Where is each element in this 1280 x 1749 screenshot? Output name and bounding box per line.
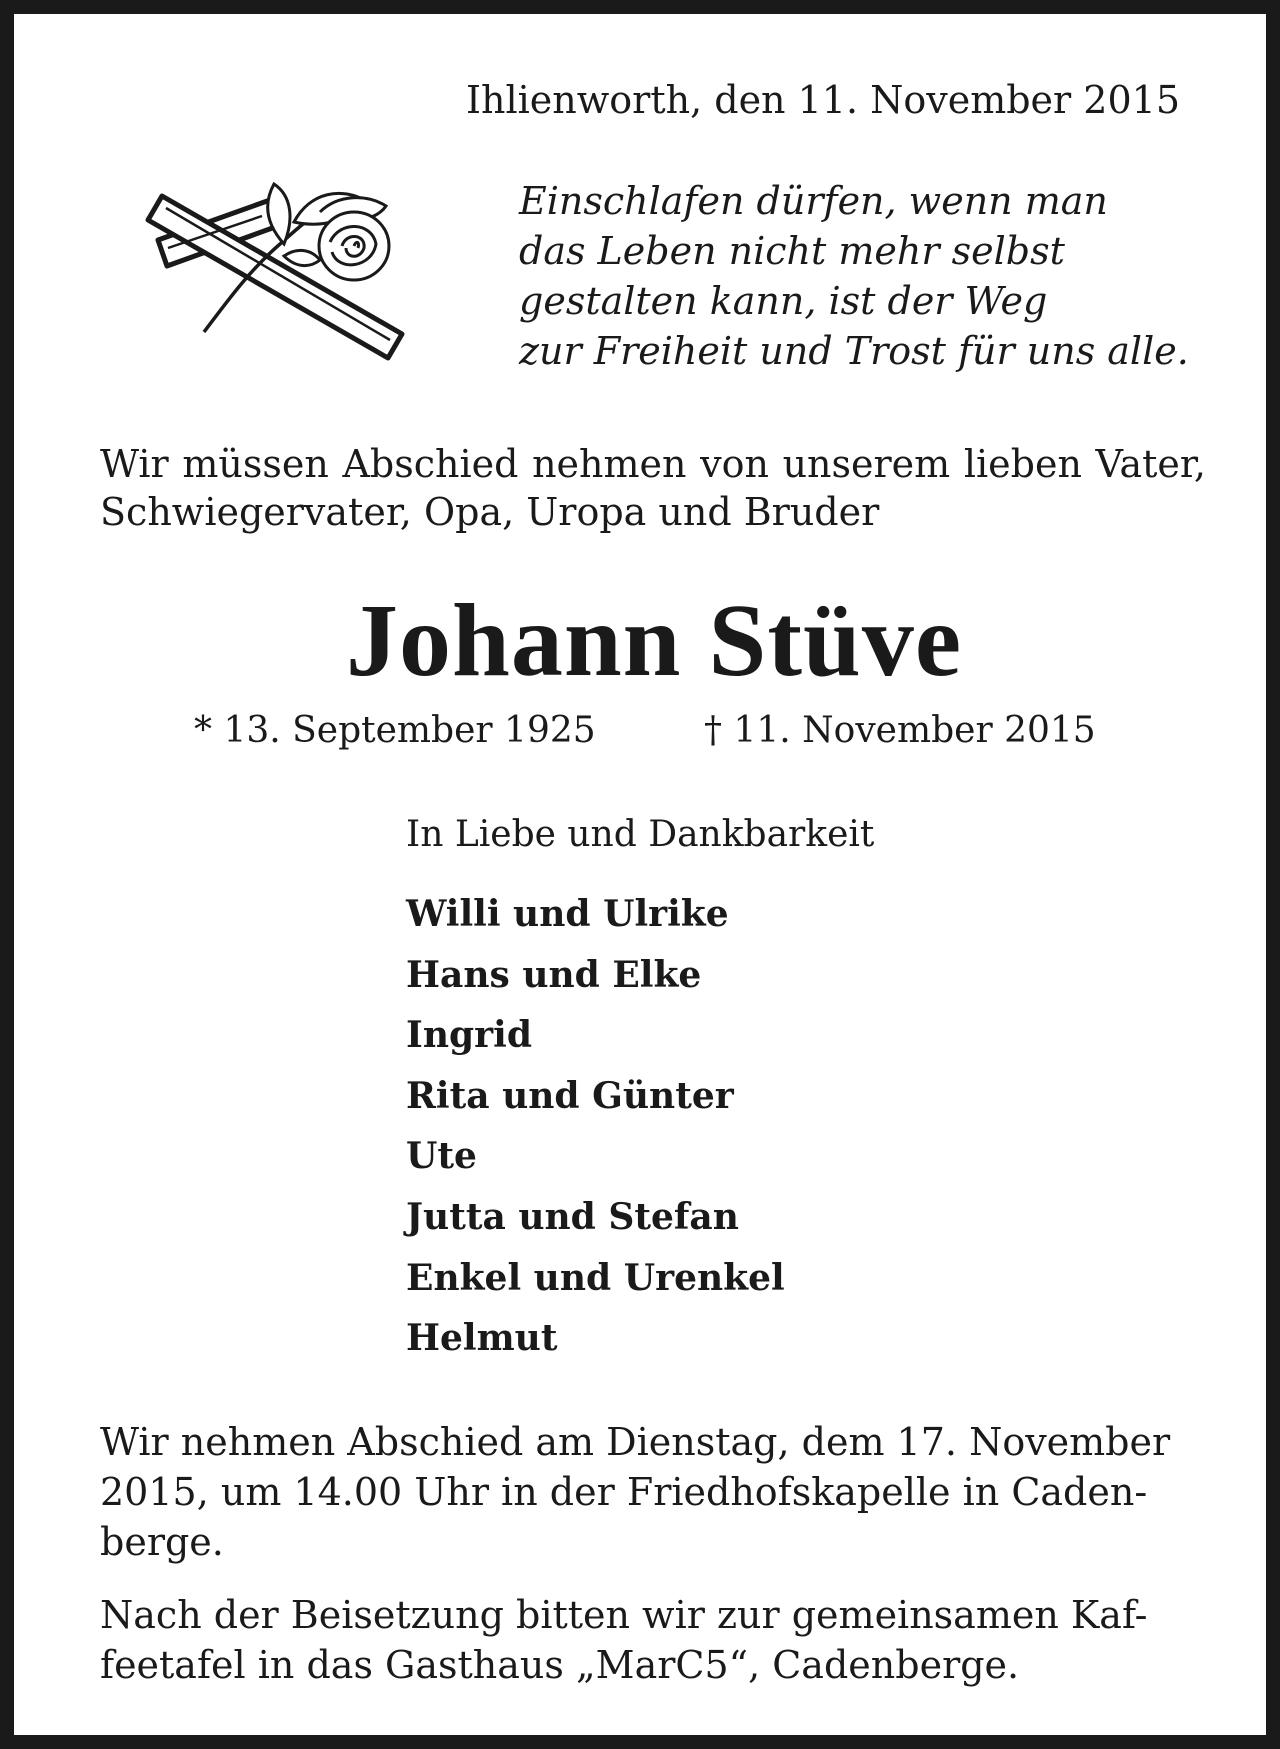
- reception-info-line: Nach der Beisetzung bitten wir zur gemeinsamen Kaf-: [100, 1593, 1148, 1637]
- service-info-line: Wir nehmen Abschied am Dienstag, dem 17. November: [100, 1420, 1171, 1464]
- mourners-list: [406, 884, 785, 1369]
- place-and-date: Ihlienworth, den 11. November 2015: [466, 78, 1180, 122]
- gratitude-line: In Liebe und Dankbarkeit: [406, 814, 875, 855]
- cross-with-rose-icon: [132, 182, 432, 382]
- mourner-name: Enkel und Urenkel: [406, 1256, 785, 1299]
- mourner-name: Willi und Ulrike: [406, 893, 729, 935]
- reception-info-line: feetafel in das Gasthaus „MarC5“, Cadenberge.: [100, 1643, 1020, 1687]
- birth-date: * 13. September 1925: [194, 710, 596, 751]
- mourner-name: Helmut: [406, 1317, 558, 1360]
- mourner-name: Ingrid: [406, 1014, 532, 1057]
- poem-line: gestalten kann, ist der Weg: [519, 279, 1048, 323]
- mourner-name: Ute: [406, 1135, 477, 1178]
- mourner-name: Rita und Günter: [406, 1074, 734, 1117]
- funeral-service-info: [100, 1417, 1206, 1567]
- memorial-poem: [519, 176, 1189, 376]
- poem-line: Einschlafen dürfen, wenn man: [519, 179, 1108, 223]
- poem-line: das Leben nicht mehr selbst: [519, 229, 1065, 273]
- farewell-intro: Wir müssen Abschied nehmen von unserem lieben Vater, Schwiegervater, Opa, Uropa und Bruder: [100, 442, 1206, 534]
- service-info-line: berge.: [100, 1520, 224, 1564]
- mourner-name: Jutta und Stefan: [406, 1195, 739, 1238]
- service-info-line: 2015, um 14.00 Uhr in der Friedhofskapelle in Caden-: [100, 1470, 1148, 1514]
- death-date: † 11. November 2015: [704, 710, 1096, 751]
- mourner-name: Hans und Elke: [406, 953, 702, 996]
- reception-info: [100, 1590, 1206, 1690]
- poem-line: zur Freiheit und Trost für uns alle.: [519, 329, 1189, 373]
- deceased-name: Johann Stüve: [346, 583, 962, 698]
